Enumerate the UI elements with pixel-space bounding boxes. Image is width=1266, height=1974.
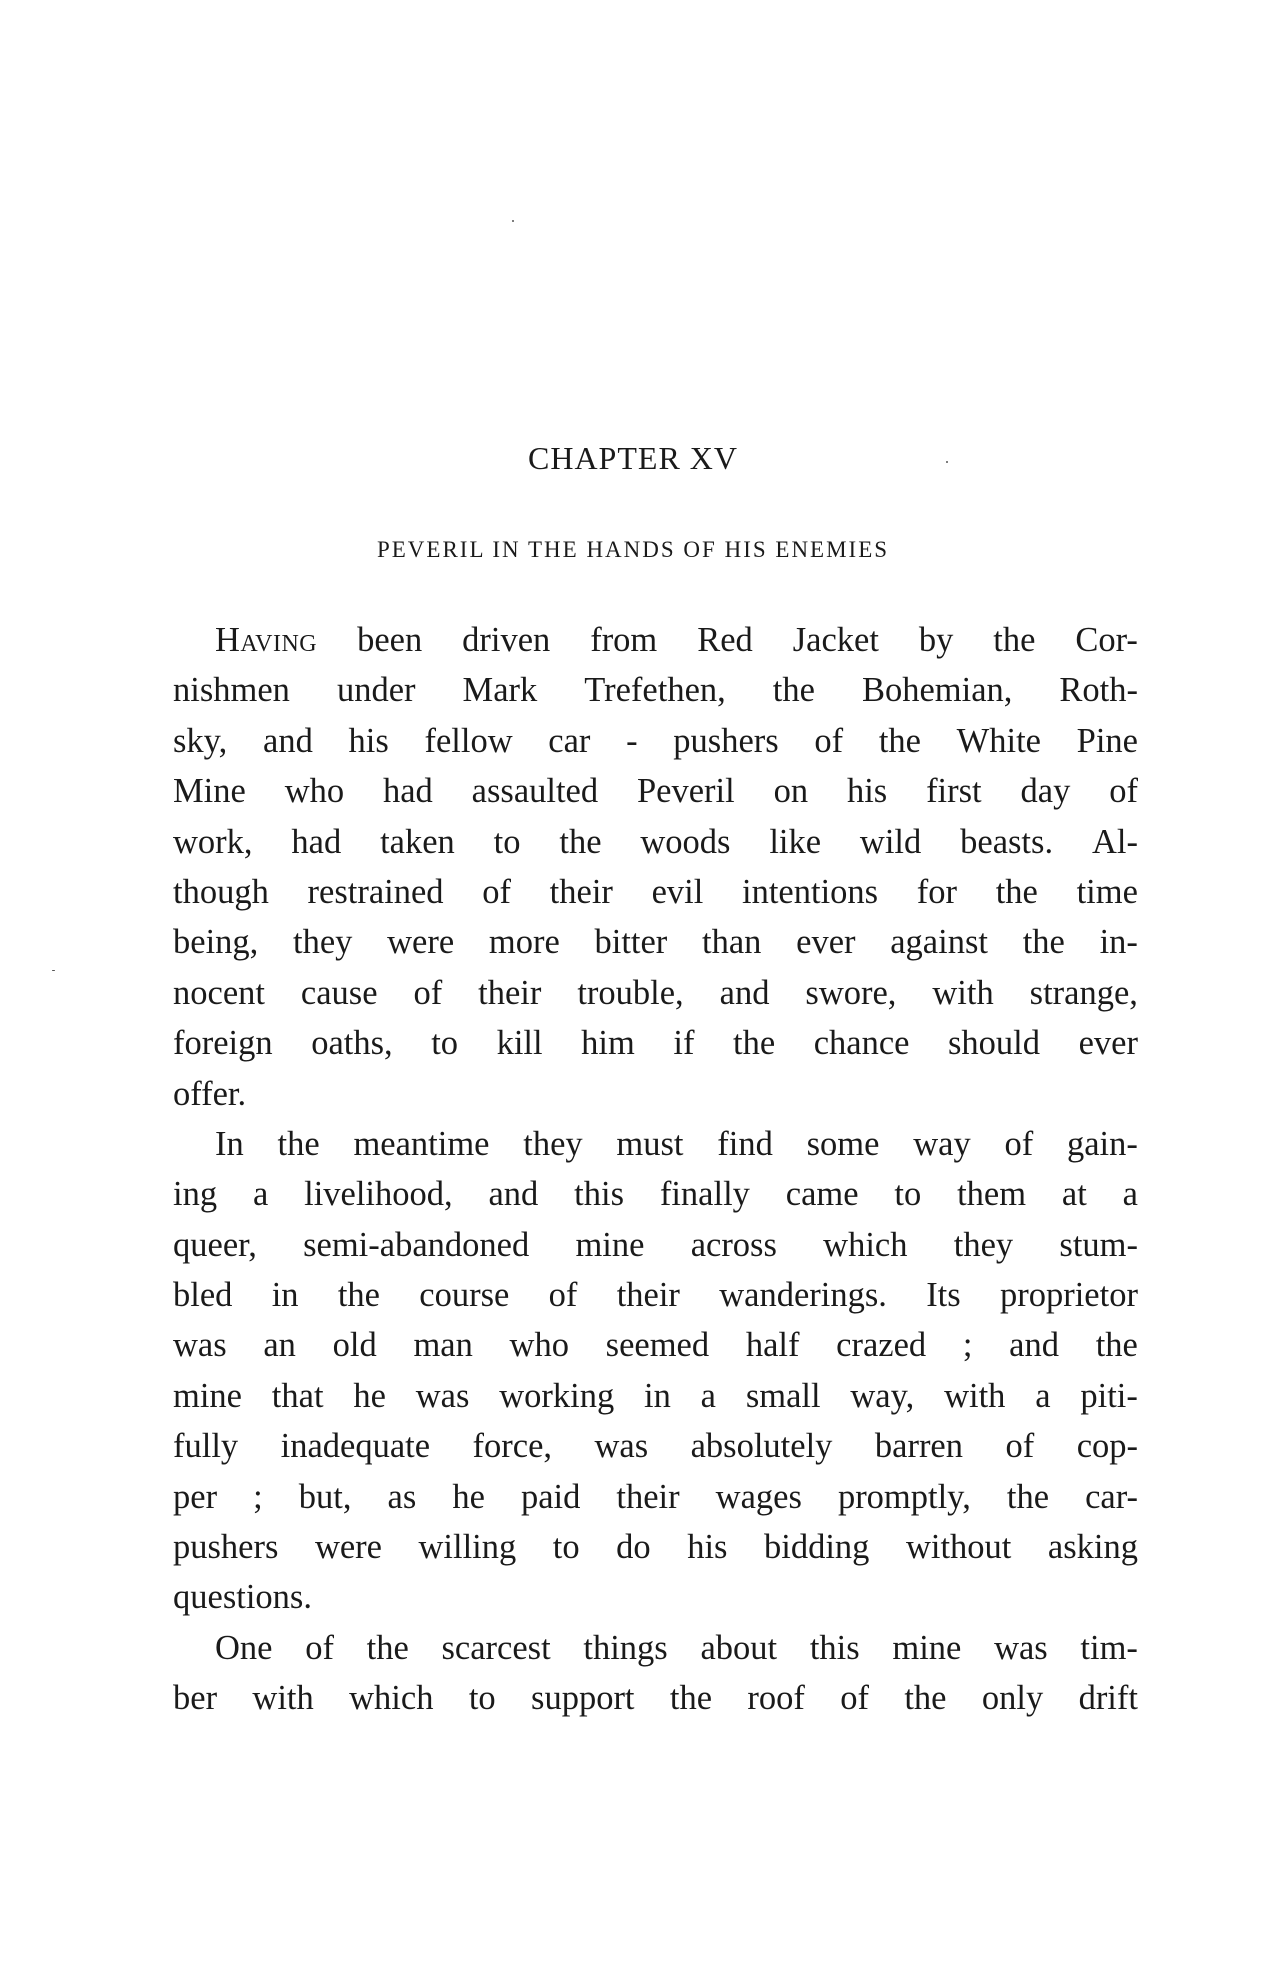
text-line: being, they were more bitter than ever against the in- (173, 923, 1138, 962)
text-line: mine that he was working in a small way, with a piti- (173, 1376, 1138, 1415)
text-line: One of the scarcest things about this mine was tim- (215, 1628, 1138, 1667)
text-line: pushers were willing to do his bidding without asking (173, 1528, 1138, 1567)
text-line: nishmen under Mark Trefethen, the Bohemian, Roth- (173, 671, 1138, 710)
paragraph (173, 615, 1138, 1119)
text-line: foreign oaths, to kill him if the chance should ever (173, 1024, 1138, 1063)
text-line: questions. (173, 1578, 312, 1617)
text-line: sky, and his fellow car - pushers of the White Pine (173, 721, 1138, 760)
text-line: fully inadequate force, was absolutely barren of cop- (173, 1427, 1138, 1466)
text-line: Mine who had assaulted Peveril on his first day of (173, 772, 1138, 811)
paragraph (173, 1119, 1138, 1623)
page-speck (512, 220, 514, 222)
chapter-title: PEVERIL IN THE HANDS OF HIS ENEMIES (376, 537, 890, 562)
text-line: In the meantime they must find some way of gain- (215, 1124, 1138, 1163)
text-line: queer, semi-abandoned mine across which they stum- (173, 1225, 1138, 1264)
body-text (173, 615, 1138, 1724)
text-line: nocent cause of their trouble, and swore, with strange, (173, 973, 1138, 1012)
text-line: ing a livelihood, and this finally came to them at a (173, 1175, 1138, 1214)
text-line: though restrained of their evil intentions for the time (173, 872, 1138, 911)
chapter-number: CHAPTER XV (527, 440, 738, 476)
text-line: work, had taken to the woods like wild beasts. Al- (173, 822, 1138, 861)
page-speck (52, 970, 55, 971)
paragraph (173, 1623, 1138, 1724)
text-line: bled in the course of their wanderings. Its proprietor (173, 1276, 1138, 1315)
lead-word: Having (215, 621, 318, 659)
text-line: was an old man who seemed half crazed ; and the (173, 1326, 1138, 1365)
text-line: per ; but, as he paid their wages promptly, the car- (173, 1477, 1138, 1516)
text-line: Having been driven from Red Jacket by the Cor- (173, 615, 1138, 665)
text-line: offer. (173, 1074, 247, 1113)
text-line: ber with which to support the roof of the only drift (173, 1679, 1138, 1718)
